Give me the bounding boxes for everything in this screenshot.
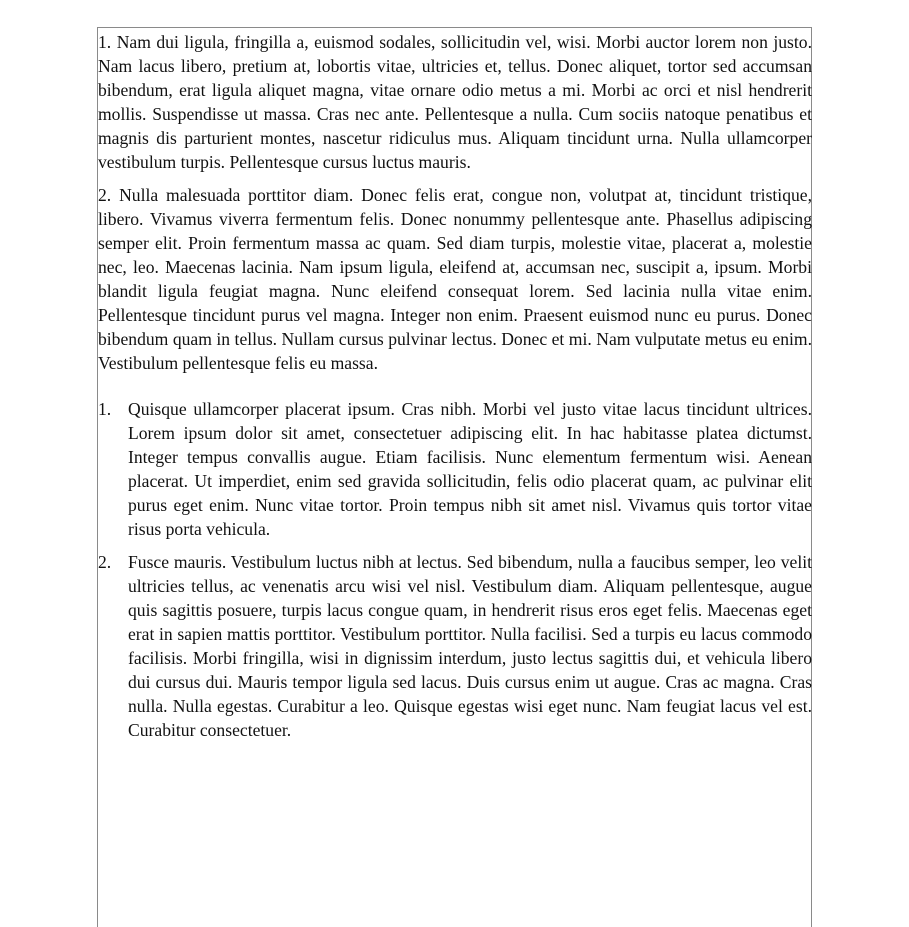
list-item-marker: 1. [98, 399, 112, 419]
paragraph-number: 2. [98, 185, 112, 205]
numbered-list [98, 397, 812, 742]
paragraph-text: Nulla malesuada porttitor diam. Donec felis erat, congue non, volutpat at, tincidunt tristique, libero. Vivamus viverra fermentum felis. Donec nonummy pellentesque ante. Phasellus adipiscing semper elit. Proin fermentum massa ac quam. Sed diam turpis, molestie vitae, placerat a, molestie nec, leo. Maecenas lacinia. Nam ipsum ligula, eleifend at, accumsan nec, suscipit a, ipsum. Morbi blandit ligula feugiat magna. Nunc eleifend consequat lorem. Sed lacinia nulla vitae enim. Pellentesque tincidunt purus vel magna. Integer non enim. Praesent euismod nunc eu purus. Donec bibendum quam in tellus. Nullam cursus pulvinar lectus. Donec et mi. Nam vulputate metus eu enim. Vestibulum pellentesque felis eu massa. [98, 185, 812, 373]
paragraph-1 [98, 30, 812, 174]
list-item-text: Quisque ullamcorper placerat ipsum. Cras nibh. Morbi vel justo vitae lacus tincidunt ultrices. Lorem ipsum dolor sit amet, consectetuer adipiscing elit. In hac habitasse platea dictumst. Integer tempus convallis augue. Etiam facilisis. Nunc elementum fermentum wisi. Aenean placerat. Ut imperdiet, enim sed gravida sollicitudin, felis odio placerat quam, ac pulvinar elit purus eget enim. Nunc vitae tortor. Proin tempus nibh sit amet nisl. Vivamus quis tortor vitae risus porta vehicula. [128, 399, 812, 539]
list-item-2 [98, 550, 812, 742]
list-item-marker: 2. [98, 552, 112, 572]
paragraph-2 [98, 183, 812, 375]
paragraph-text: Nam dui ligula, fringilla a, euismod sodales, sollicitudin vel, wisi. Morbi auctor lorem non justo. Nam lacus libero, pretium at, lobortis vitae, ultricies et, tellus. Donec aliquet, tortor sed accumsan bibendum, erat ligula aliquet magna, vitae ornare odio metus a mi. Morbi ac orci et nisl hendrerit mollis. Suspendisse ut massa. Cras nec ante. Pellentesque a nulla. Cum sociis natoque penatibus et magnis dis parturient montes, nascetur ridiculus mus. Aliquam tincidunt urna. Nulla ullamcorper vestibulum turpis. Pellentesque cursus luctus mauris. [98, 32, 812, 172]
list-item-1 [98, 397, 812, 541]
list-item-text: Fusce mauris. Vestibulum luctus nibh at lectus. Sed bibendum, nulla a faucibus semper, leo velit ultricies tellus, ac venenatis arcu wisi vel nisl. Vestibulum diam. Aliquam pellentesque, augue quis sagittis posuere, turpis lacus congue quam, in hendrerit risus eros eget felis. Maecenas eget erat in sapien mattis porttitor. Vestibulum porttitor. Nulla facilisi. Sed a turpis eu lacus commodo facilisis. Morbi fringilla, wisi in dignissim interdum, justo lectus sagittis dui, et vehicula libero dui cursus dui. Mauris tempor ligula sed lacus. Duis cursus enim ut augue. Cras ac magna. Cras nulla. Nulla egestas. Curabitur a leo. Quisque egestas wisi eget nunc. Nam feugiat lacus vel est. Curabitur consectetuer. [128, 552, 812, 740]
paragraph-number: 1. [98, 32, 112, 52]
document-body [98, 30, 812, 751]
